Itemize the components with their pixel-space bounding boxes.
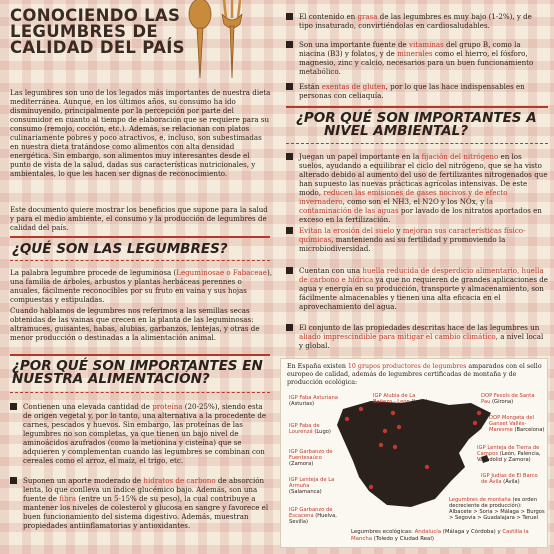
map-label: IGP Faba Asturiana (Asturias) (289, 395, 338, 407)
map-label: IGP Lenteja de La Armuña (Salamanca) (289, 477, 335, 495)
list-item-vitamins: Son una importante fuente de vitaminas del grupo B, como la niacina (B3) y folatos, y de minerales como el hierro, el fósforo, magnesio, zinc y calcio, necesarios para un buen funcionamiento metabólico. (286, 40, 548, 76)
map-label: DOP Mongeta del Ganxet Vallès-Maresme (Barcelona) (489, 415, 545, 433)
map-label: IGP Garbanzo de Escacena (Huelva, Sevilla) (289, 507, 337, 525)
list-item-protein: Contienen una elevada cantidad de proteína (20-25%), siendo esta de origen vegetal y, por lo tanto, una alternativa a la procedente de carnes, pescados y huevos. Sin embargo, las proteínas de las legumbres no son completas, ya que tienen un bajo nivel de aminoácidos azufrados (como la metionina y cisteína) que se adquieren y complementan cuando las legumbres se combinan con cereales como el arroz, el maíz, el trigo, etc. (10, 402, 272, 465)
intro-paragraph-2: Este documento quiere mostrar los beneficios que supone para la salud y para el medio ambiente, el consumo y la producción de legumbres de calidad del país. (10, 205, 268, 232)
map-label: IGP Garbanzo de Fuentesaúco (Zamora) (289, 449, 333, 467)
section-heading-environment: ¿POR QUÉ SON IMPORTANTES A NIVEL AMBIENTAL? (296, 110, 537, 139)
section-divider (10, 392, 270, 393)
list-item-nitrogen: Juegan un papel importante en la fijación del nitrógeno en los suelos, ayudando a equilibrar el ciclo del nitrógeno, que se ha visto alterado debido al aumento del uso de fertilizantes nitrogenados que han supuesto las nuevas prácticas agrícolas intensivas. De este modo, reducen las emisiones de gases nocivos y de efecto invernadero, como son el NH3, el N2O y los NOx, y la contaminación de las aguas por lavado de los nitratos aportados en exceso en la fertilización. (286, 152, 548, 224)
list-item-fat: El contenido en grasa de las legumbres es muy bajo (1-2%), y de tipo insaturado, convirtiéndolas en cardiosaludables. (286, 12, 548, 30)
section-divider (10, 236, 270, 238)
page-title: CONOCIENDO LAS LEGUMBRES DE CALIDAD DEL PAÍS (10, 6, 185, 57)
list-item-erosion: Evitan la erosión del suelo y mejoran sus características físico-químicas, manteniendo así su fertilidad y promoviendo la microbiodiversidad. (286, 226, 548, 253)
map-label: Legumbres de montaña (es orden decreciente de producción): Albacete > Soria > Málaga > Burgos > Segovia > Guadalajara > Teruel (449, 497, 545, 521)
map-label: IGP Faba de Lourenzá (Lugo) (289, 423, 331, 435)
map-label: IGP Alubia de La Bañeza - León (León) (373, 393, 428, 405)
section-heading-nutrition: ¿POR QUÉ SON IMPORTANTES EN NUESTRA ALIMENTACIÓN? (12, 358, 263, 387)
map-label: IGP Lenteja de Tierra de Campos (León, Palencia, Valladolid y Zamora) (477, 445, 541, 463)
legumes-types-paragraph: Cuando hablamos de legumbres nos referimos a las semillas secas obtenidas de las vainas que crecen en la planta de las leguminosas: altramuces, guisantes, habas, alubias, garbanzos, lentejas, y otras de menor producción o destinadas a la alimentación animal. (10, 306, 260, 342)
section-divider (286, 106, 548, 108)
intro-paragraph-1: Las legumbres son uno de los legados más importantes de nuestra dieta mediterránea. Aunque, en los últimos años, su consumo ha ido disminuyendo, principalmente por la percepción por parte del consumidor en cuanto al tiempo de elaboración que se requiere para su consumo (remojo, cocción, etc.). Además, se relacionan con platos culinariamente pobres y poco atractivos, e, incluso, son subestimadas en nuestra dieta tratándose como alimentos con alta densidad energética. Sin embargo, son alimentos muy interesantes desde el punto de vista de la salud, dadas sus características nutricionales, y ambientales, lo que les hacen ser dignas de reconocimiento. (10, 88, 271, 178)
map-intro-text: En España existen 10 grupos productores de legumbres amparados con el sello europeo de calidad, además de legumbres certificadas de montaña y de producción ecológica: (287, 363, 542, 386)
map-footnote-organic: Legumbres ecológicas: Andalucía (Málaga y Córdoba) y Castilla la Mancha (Toledo y Ciudad Real) (351, 529, 529, 542)
list-item-gluten: Están exentas de gluten, por lo que las hace indispensables en personas con celiaquía. (286, 82, 548, 100)
section-heading-what-are-legumes: ¿QUÉ SON LAS LEGUMBRES? (12, 241, 228, 257)
section-divider (10, 260, 270, 261)
list-item-climate: El conjunto de las propiedades descritas hace de las legumbres un aliado imprescindible para mitigar el cambio climático, a nivel local y global. (286, 323, 548, 350)
spain-map (331, 395, 501, 513)
map-label: DOP Fesols de Santa Pau (Girona) (481, 393, 535, 405)
list-item-footprint: Cuentan con una huella reducida de desperdicio alimentario, huella de carbono e hídrica ya que no requieren de grandes aplicaciones de agua y energía en su producción, transporte y almacenamiento, son fácilmente almacenables y tienen una alta eficacia en el aprovechamiento del agua. (286, 266, 548, 311)
wooden-utensils-icon (160, 0, 280, 80)
map-label: IGP Judías de El Barco de Ávila (Ávila) (481, 473, 538, 485)
section-divider (10, 354, 270, 356)
list-item-carbohydrates: Suponen un aporte moderado de hidratos de carbono de absorción lenta, lo que conlleva un índice glucémico bajo. Además, son una fuente de fibra (entre un 5-15% de su peso), la cual contribuye a mantener los niveles de colesterol y glucosa en sangre y favorece el buen funcionamiento del sistema digestivo. Además, muestran propiedades antiinflamatorias y antioxidantes. (10, 476, 272, 530)
section-divider (286, 143, 548, 144)
legumes-definition-paragraph: La palabra legumbre procede de leguminosa (Leguminosae o Fabaceae), una familia de árboles, arbustos y plantas herbáceas perennes o anuales, fácilmente reconocibles por su fruto en vaina y sus hojas compuestas y estipuladas. (10, 268, 273, 304)
producers-map-card (280, 358, 548, 548)
